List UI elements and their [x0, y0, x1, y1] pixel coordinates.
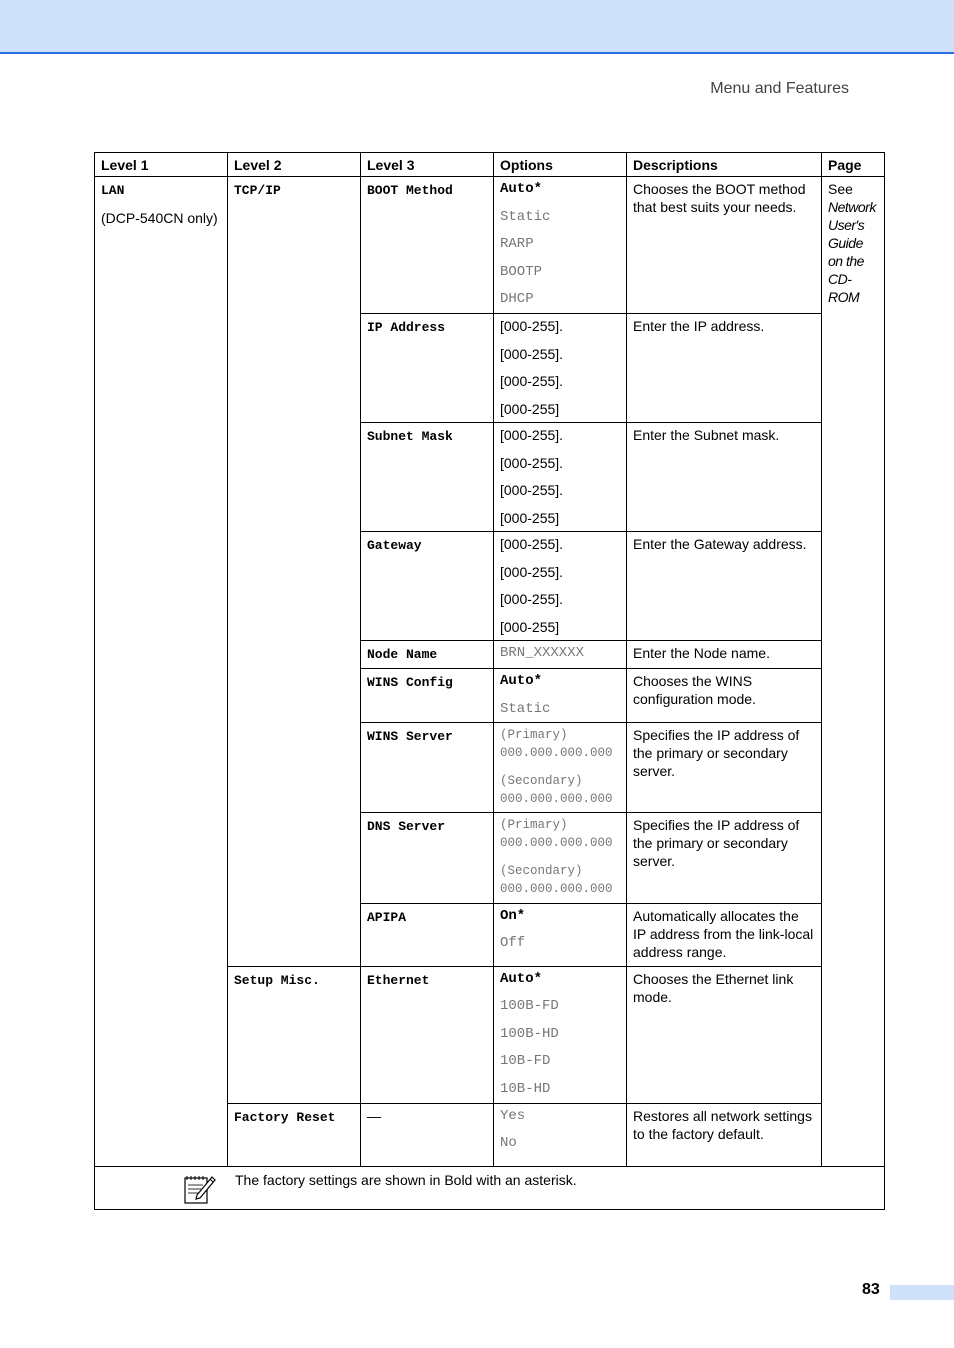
level3-name: — — [367, 1107, 381, 1124]
level2-name: TCP/IP — [234, 183, 281, 198]
level3-cell — [361, 966, 494, 1103]
col-header-descriptions: Descriptions — [627, 153, 822, 177]
option-value: 100B-HD — [500, 1025, 559, 1042]
col-header-options: Options — [494, 153, 627, 177]
level3-cell — [361, 812, 494, 903]
option-value: [000-255]. — [500, 318, 564, 334]
level3-name: Subnet Mask — [367, 429, 453, 444]
options-cell — [494, 812, 627, 903]
page-number: 83 — [862, 1281, 880, 1298]
option-value: RARP — [500, 236, 534, 252]
option-value: [000-255]. — [500, 591, 564, 607]
level3-name: WINS Config — [367, 675, 453, 690]
option-default: Auto* — [500, 673, 543, 689]
level2-cell-factory-reset — [228, 1103, 361, 1166]
level2-cell-setup-misc — [228, 966, 361, 1103]
top-color-band — [0, 0, 954, 54]
options-cell — [494, 532, 627, 641]
secondary-server-option — [500, 772, 620, 808]
option-value: [000-255] — [500, 400, 560, 417]
col-header-page: Page — [822, 153, 885, 177]
level1-cell — [95, 177, 228, 1167]
level3-name: Node Name — [367, 647, 438, 662]
level3-name: Gateway — [367, 538, 422, 553]
option-value: [000-255]. — [500, 563, 564, 580]
level3-cell — [361, 669, 494, 723]
level3-name: IP Address — [367, 320, 446, 335]
option-value: No — [500, 1135, 517, 1151]
page-header-title: Menu and Features — [710, 80, 849, 97]
description-cell: Enter the Node name. — [627, 641, 822, 669]
primary-address: 000.000.000.000 — [500, 745, 613, 760]
level3-cell — [361, 423, 494, 532]
table-header-row — [95, 153, 885, 177]
description-cell: Chooses the WINS configuration mode. — [627, 669, 822, 723]
options-cell — [494, 966, 627, 1103]
level3-cell — [361, 532, 494, 641]
level3-name: BOOT Method — [367, 183, 453, 198]
option-default: On* — [500, 907, 526, 924]
primary-address: 000.000.000.000 — [500, 835, 613, 850]
secondary-label: (Secondary) — [500, 863, 583, 878]
option-default: Auto* — [500, 970, 543, 987]
level1-name: LAN — [101, 183, 125, 198]
description-cell: Restores all network settings to the factory default. — [627, 1103, 822, 1166]
secondary-address: 000.000.000.000 — [500, 881, 613, 896]
page-ref-cell — [822, 177, 885, 1167]
note-pencil-icon — [183, 1173, 217, 1205]
option-value: [000-255] — [500, 509, 560, 526]
option-value: Static — [500, 208, 551, 225]
primary-label: (Primary) — [500, 727, 568, 742]
page-tab-marker — [890, 1285, 954, 1300]
note-row — [95, 1166, 885, 1209]
option-value: 10B-FD — [500, 1053, 551, 1069]
menu-table — [94, 152, 885, 1210]
options-cell — [494, 1103, 627, 1166]
option-value: [000-255]. — [500, 373, 564, 389]
col-header-level3: Level 3 — [361, 153, 494, 177]
description-cell: Specifies the IP address of the primary or secondary server. — [627, 812, 822, 903]
level3-cell — [361, 1103, 494, 1166]
page-ref-guide: Network User's Guide on the CD-ROM — [828, 199, 876, 305]
option-value: [000-255]. — [500, 536, 564, 552]
description-cell: Enter the IP address. — [627, 314, 822, 423]
options-cell — [494, 669, 627, 723]
option-value: Static — [500, 700, 551, 717]
secondary-label: (Secondary) — [500, 773, 583, 788]
secondary-server-option — [500, 862, 620, 898]
options-cell — [494, 423, 627, 532]
col-header-level1: Level 1 — [95, 153, 228, 177]
level2-name: Setup Misc. — [234, 972, 320, 988]
description-cell: Chooses the BOOT method that best suits your needs. — [627, 177, 822, 314]
options-cell — [494, 903, 627, 966]
level3-cell — [361, 314, 494, 423]
option-value: [000-255]. — [500, 454, 564, 471]
col-header-level2: Level 2 — [228, 153, 361, 177]
level3-name: Ethernet — [367, 972, 430, 988]
level3-name: APIPA — [367, 909, 407, 925]
level3-cell — [361, 641, 494, 669]
option-value: 100B-FD — [500, 998, 559, 1014]
primary-server-option — [500, 816, 620, 852]
level3-cell — [361, 177, 494, 314]
option-value: [000-255]. — [500, 427, 564, 443]
option-value: BRN_XXXXXX — [500, 645, 585, 661]
option-value: [000-255] — [500, 618, 560, 635]
table-row — [95, 177, 885, 314]
level1-note: (DCP-540CN only) — [101, 210, 218, 226]
options-cell — [494, 314, 627, 423]
level3-name: DNS Server — [367, 818, 446, 834]
option-value: Yes — [500, 1107, 526, 1124]
options-cell — [494, 722, 627, 812]
option-value: [000-255]. — [500, 345, 564, 362]
primary-label: (Primary) — [500, 817, 568, 832]
option-value: BOOTP — [500, 263, 543, 280]
option-default: Auto* — [500, 181, 543, 197]
options-cell — [494, 641, 627, 669]
secondary-address: 000.000.000.000 — [500, 791, 613, 806]
level3-cell — [361, 903, 494, 966]
note-text: The factory settings are shown in Bold with an asterisk. — [235, 1171, 577, 1188]
option-value: [000-255]. — [500, 482, 564, 498]
primary-server-option — [500, 726, 620, 762]
description-cell: Enter the Gateway address. — [627, 532, 822, 641]
options-cell — [494, 177, 627, 314]
option-value: Off — [500, 935, 526, 951]
level3-cell — [361, 722, 494, 812]
level3-name: WINS Server — [367, 728, 453, 744]
description-cell: Specifies the IP address of the primary or secondary server. — [627, 722, 822, 812]
page-ref-see: See — [828, 181, 853, 197]
description-cell: Chooses the Ethernet link mode. — [627, 966, 822, 1103]
note-cell — [95, 1166, 885, 1209]
description-cell: Enter the Subnet mask. — [627, 423, 822, 532]
option-value: 10B-HD — [500, 1080, 551, 1097]
level2-cell-tcpip — [228, 177, 361, 967]
level2-name: Factory Reset — [234, 1109, 336, 1125]
option-value: DHCP — [500, 291, 534, 307]
description-cell: Automatically allocates the IP address from the link-local address range. — [627, 903, 822, 966]
